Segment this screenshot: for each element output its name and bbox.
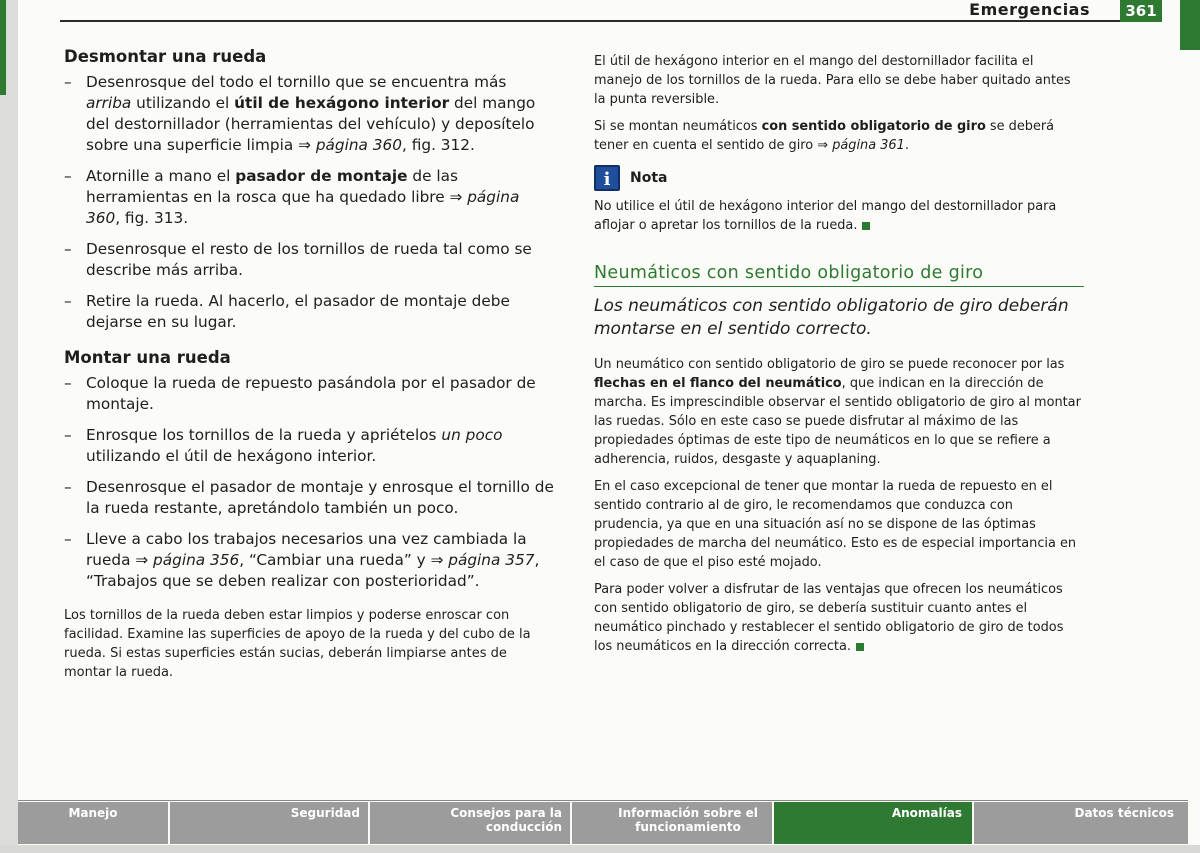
right-column — [594, 52, 1084, 664]
header-rule — [60, 20, 1120, 22]
list-item: – Coloque la rueda de repuesto pasándola por el pasador de montaje. — [64, 374, 536, 413]
wheel-bolts-paragraph: Los tornillos de la rueda deben estar limpios y poderse enroscar con facilidad. Examine las superficies de apoyo de la rueda y del cubo de la rueda. Si estas superficies están sucias, deberán limpiarse antes de montar la rueda. — [64, 608, 531, 680]
footer-rule — [18, 800, 1188, 801]
section-lead: Los neumáticos con sentido obligatorio de giro deberán montarse en el sentido correcto. — [594, 296, 1069, 339]
tab-anomalias[interactable]: Anomalías — [774, 802, 974, 844]
tab-manejo[interactable]: Manejo — [18, 802, 170, 844]
note-header — [594, 165, 1084, 191]
list-item: – Atornille a mano el pasador de montaje de las herramientas en la rosca que ha quedado libre ⇒ página 360, fig. 313. — [64, 167, 520, 227]
left-edge-bar — [0, 0, 18, 853]
section-title: Neumáticos con sentido obligatorio de giro — [594, 263, 1084, 287]
info-icon: i — [594, 165, 620, 191]
heading-desmontar: Desmontar una rueda — [64, 47, 267, 66]
tab-datos-tecnicos[interactable]: Datos técnicos — [974, 802, 1188, 844]
note-label: Nota — [630, 170, 668, 186]
list-item: – Desenrosque del todo el tornillo que se encuentra más arriba utilizando el útil de hexágono interior del mango del destornillador (herramientas del vehículo) y deposítelo sobre una superficie limpia ⇒ página 360, fig. 312. — [64, 73, 536, 154]
arrows-paragraph: Un neumático con sentido obligatorio de giro se puede reconocer por las flechas en el flanco del neumático, que indican en la dirección de marcha. Es imprescindible observar el sentido obligatorio de giro al montar las ruedas. Sólo en este caso se puede disfrutar al máximo de las propiedades óptimas de este tipo de neumáticos en lo que se refiere a adherencia, ruidos, desgaste y aquaplaning. — [594, 357, 1081, 467]
tab-informacion[interactable]: Información sobre el funcionamiento — [572, 802, 774, 844]
end-marker-icon — [856, 643, 864, 651]
replace-tire-paragraph: Para poder volver a disfrutar de las ventajas que ofrecen los neumáticos con sentido obligatorio de giro, se debería sustituir cuanto antes el neumático pinchado y restablecer el sentido obligatorio de giro de todos los neumáticos en la dirección correcta. — [594, 582, 1064, 654]
footer-nav — [18, 802, 1188, 844]
bottom-edge — [0, 845, 1200, 853]
right-edge-marker — [1180, 0, 1200, 50]
tab-consejos[interactable]: Consejos para la conducción — [370, 802, 572, 844]
note-text: No utilice el útil de hexágono interior del mango del destornillador para aflojar o apretar los tornillos de la rueda. — [594, 199, 1057, 233]
section-header-title: Emergencias — [969, 0, 1090, 19]
list-item: – Enrosque los tornillos de la rueda y apriételos un poco utilizando el útil de hexágono interior. — [64, 426, 503, 465]
heading-montar: Montar una rueda — [64, 348, 231, 367]
rotation-reference-paragraph: Si se montan neumáticos con sentido obligatorio de giro se deberá tener en cuenta el sentido de giro ⇒ página 361. — [594, 119, 1055, 153]
list-item: – Desenrosque el pasador de montaje y enrosque el tornillo de la rueda restante, apretándolo también un poco. — [64, 478, 554, 517]
left-edge-accent — [0, 0, 6, 95]
left-column — [64, 46, 554, 682]
tab-seguridad[interactable]: Seguridad — [170, 802, 370, 844]
list-item: – Retire la rueda. Al hacerlo, el pasador de montaje debe dejarse en su lugar. — [64, 292, 510, 331]
page-number: 361 — [1120, 0, 1162, 22]
list-item: – Lleve a cabo los trabajos necesarios una vez cambiada la rueda ⇒ página 356, “Cambiar una rueda” y ⇒ página 357, “Trabajos que se deben realizar con posterioridad”. — [64, 530, 540, 590]
list-item: – Desenrosque el resto de los tornillos de rueda tal como se describe más arriba. — [64, 240, 532, 279]
opposite-direction-paragraph: En el caso excepcional de tener que montar la rueda de repuesto en el sentido contrario al de giro, le recomendamos que conduzca con prudencia, ya que en una situación así no se dispone de las óptimas propiedades de marcha del neumático. Esto es de especial importancia en el caso de que el piso esté mojado. — [594, 479, 1077, 570]
end-marker-icon — [862, 222, 870, 230]
hex-tool-paragraph: El útil de hexágono interior en el mango del destornillador facilita el manejo de los tornillos de la rueda. Para ello se debe haber quitado antes la punta reversible. — [594, 54, 1071, 107]
